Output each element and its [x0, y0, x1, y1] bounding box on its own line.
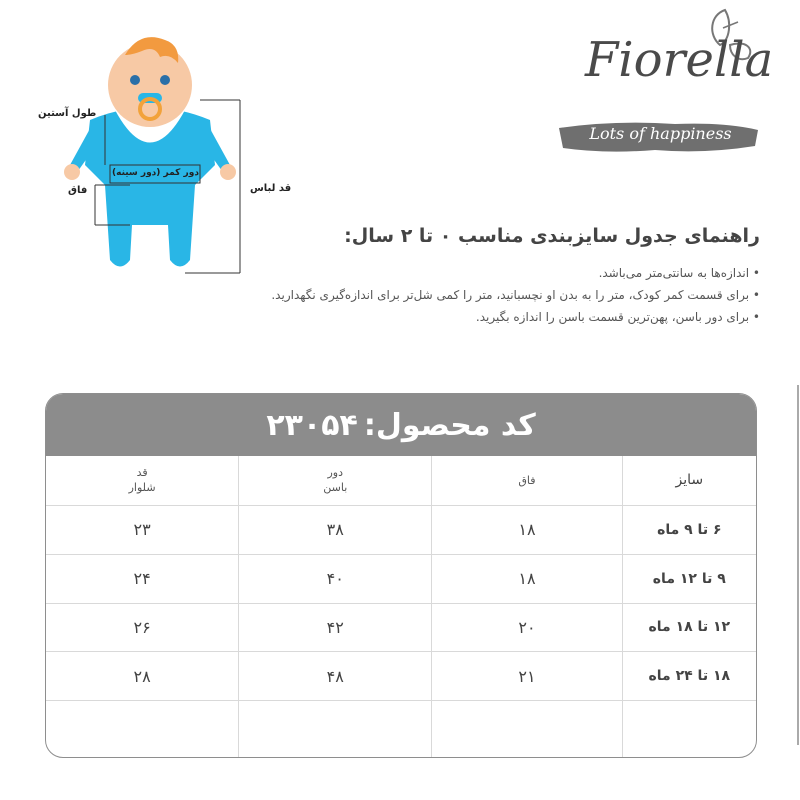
- cell-rise: ۱۸: [432, 506, 621, 555]
- cell-size: ۶ تا ۹ ماه: [623, 506, 756, 555]
- table-grid: [46, 456, 756, 757]
- brand-name: Fiorella: [585, 32, 774, 88]
- header-hip: [239, 456, 431, 506]
- column-hip: [238, 456, 431, 757]
- cell-rise: ۲۱: [432, 652, 621, 701]
- header-rise: فاق: [432, 456, 621, 506]
- header-size: سایز: [623, 456, 756, 506]
- column-rise: [431, 456, 621, 757]
- column-size: [622, 456, 756, 757]
- waist-chest-label: دور کمر (دور سینه): [112, 168, 199, 178]
- product-code-label: کد محصول:: [363, 407, 536, 443]
- empty-row: [432, 701, 621, 757]
- cell-pants-length: ۲۴: [46, 555, 238, 604]
- cell-hip: ۴۸: [239, 652, 431, 701]
- sleeve-label: طول آستین: [38, 108, 97, 119]
- cell-hip: ۴۲: [239, 604, 431, 653]
- header-pants-line1: قد: [136, 466, 148, 480]
- size-table: [45, 393, 757, 758]
- column-pants-length: [46, 456, 238, 757]
- header-hip-line1: دور: [327, 466, 344, 480]
- cell-hip: ۳۸: [239, 506, 431, 555]
- divider: [797, 385, 799, 745]
- cell-rise: ۲۰: [432, 604, 621, 653]
- guide-notes: [200, 262, 760, 328]
- empty-row: [46, 701, 238, 757]
- rise-label: فاق: [68, 185, 88, 196]
- cell-pants-length: ۲۳: [46, 506, 238, 555]
- cell-size: ۱۸ تا ۲۴ ماه: [623, 652, 756, 701]
- header-pants-length: [46, 456, 238, 506]
- cell-pants-length: ۲۶: [46, 604, 238, 653]
- cell-hip: ۴۰: [239, 555, 431, 604]
- product-code: ۲۳۰۵۴: [266, 407, 358, 443]
- empty-row: [239, 701, 431, 757]
- table-title: [46, 394, 756, 456]
- header-pants-line2: شلوار: [128, 481, 156, 495]
- brand-tagline: Lots of happiness: [589, 124, 732, 143]
- guide-note: • برای دور باسن، پهن‌ترین قسمت باسن را اندازه بگیرید.: [200, 306, 760, 328]
- header-hip-line2: باسن: [323, 481, 348, 495]
- guide-title: راهنمای جدول سایزبندی مناسب ۰ تا ۲ سال:: [344, 225, 760, 247]
- guide-note: • اندازه‌ها به سانتی‌متر می‌باشد.: [200, 262, 760, 284]
- empty-row: [623, 701, 756, 757]
- cell-pants-length: ۲۸: [46, 652, 238, 701]
- guide-note: • برای قسمت کمر کودک، متر را به بدن او نچسبانید، متر را کمی شل‌تر برای اندازه‌گیری نگهدارید.: [200, 284, 760, 306]
- cell-size: ۹ تا ۱۲ ماه: [623, 555, 756, 604]
- length-label: قد لباس: [250, 183, 292, 194]
- cell-rise: ۱۸: [432, 555, 621, 604]
- cell-size: ۱۲ تا ۱۸ ماه: [623, 604, 756, 653]
